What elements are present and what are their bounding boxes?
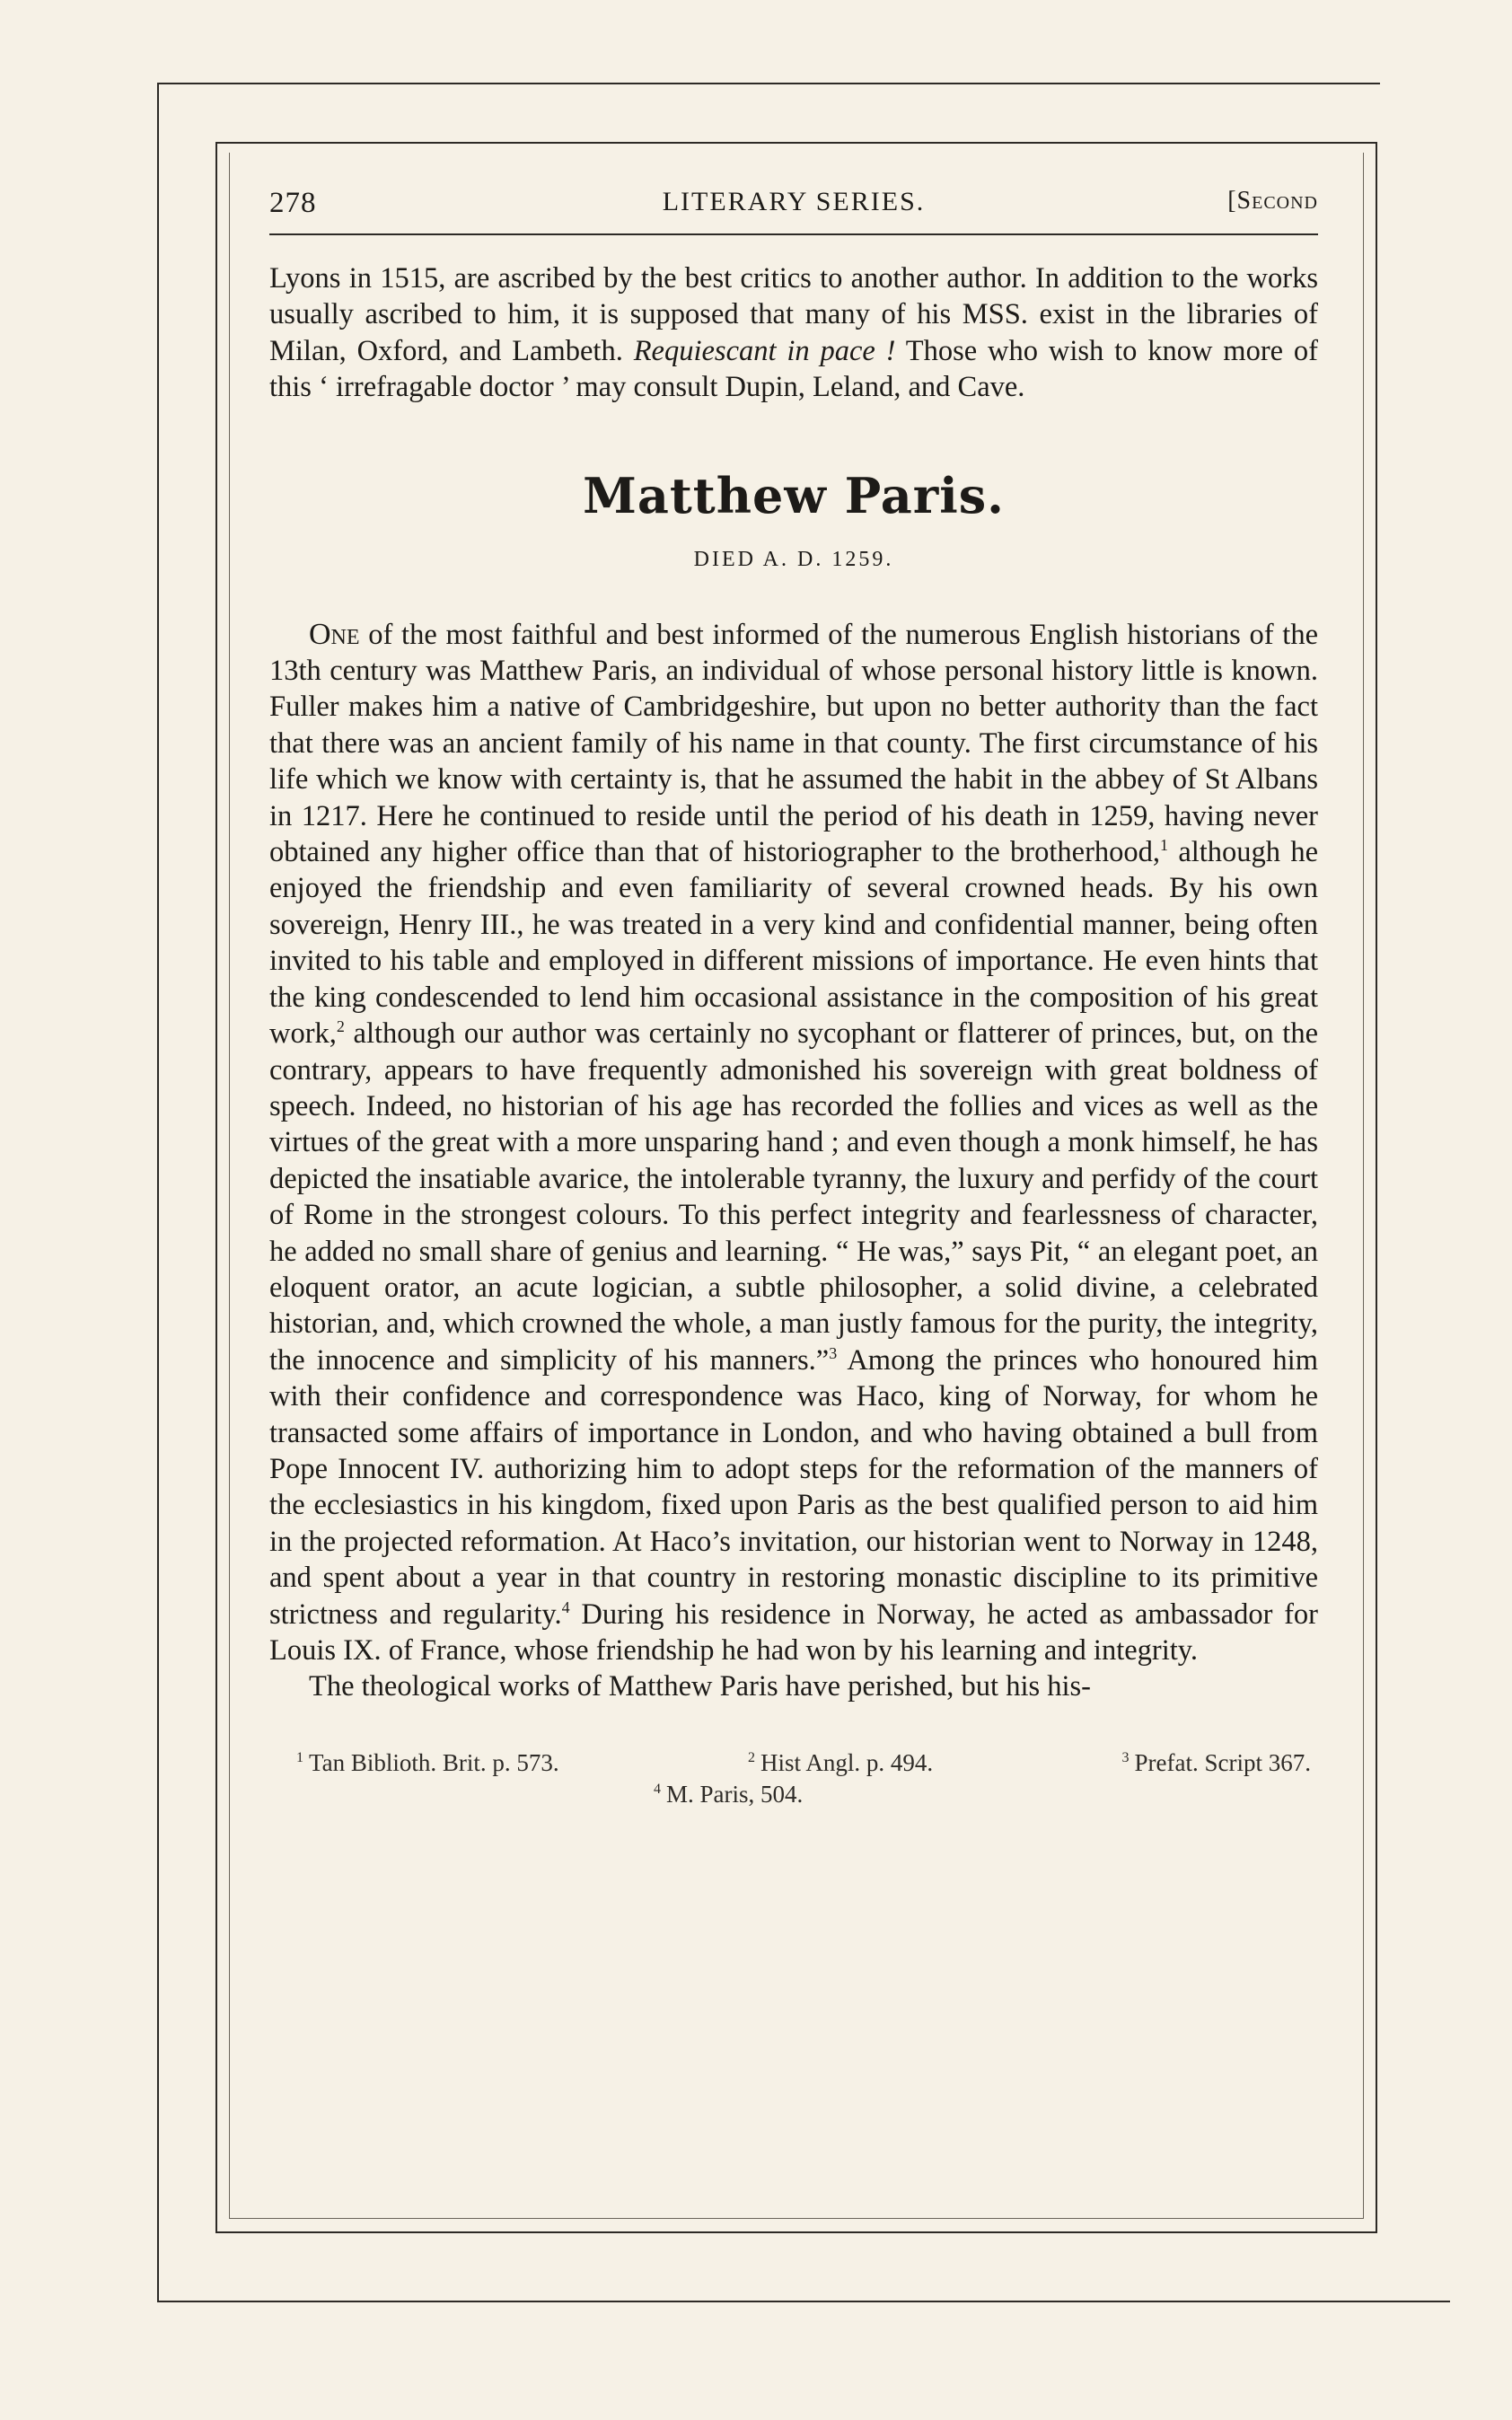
footnote-1: $^1$ Tan Biblioth. Brit. p. 573. (296, 1748, 559, 1776)
running-title: LITERARY SERIES. (662, 187, 926, 216)
main-paragraph (269, 617, 1318, 1669)
section-label: [Second (1227, 187, 1318, 215)
page-number: 278 (269, 187, 317, 219)
lead-word: One (309, 617, 360, 651)
footnote-ref-3[interactable]: 3 (829, 1343, 838, 1362)
intro-paragraph (269, 260, 1318, 406)
footnote-ref-2[interactable]: 2 (336, 1017, 345, 1036)
article-heading: Matthew Paris. (583, 466, 1005, 524)
intro-text-end: Those who wish to know more of this ‘ irrefragable doctor ’ may consult Dupin, Leland, and Cave. (269, 334, 1318, 404)
footnote-3: $^3$ Prefat. Script 367. (1121, 1748, 1311, 1776)
footnote-ref-1[interactable]: 1 (1160, 836, 1169, 855)
footnote-4: $^4$ M. Paris, 504. (654, 1780, 804, 1808)
intro-italic: Requiescant in pace ! (633, 334, 896, 367)
para-text-d: Among the princes who honoured him with their confidence and correspondence was Haco, king of Norway, for whom he transacted some affairs of importance in London, and who having obtained a bull from Pope Innocent IV. authorizing him to adopt steps for the reformation of the manners of the ecclesiastics in his kingdom, fixed upon Paris as the best qualified person to aid him in the projected reformation. At Haco’s invitation, our historian went to Norway in 1248, and spent about a year in that country in restoring monastic discipline to its primitive strictness and regularity. (269, 1343, 1318, 1631)
outer-bottom-rule (157, 2301, 1450, 2302)
para-text-e: During his residence in Norway, he acted as ambassador for Louis IX. of France, whose friendship he had won by his learning and integrity. (269, 1597, 1319, 1667)
footnote-ref-4[interactable]: 4 (561, 1597, 570, 1616)
page-content (269, 180, 1318, 1808)
footnotes (269, 1745, 1318, 1808)
footnote-2: $^2$ Hist Angl. p. 494. (748, 1748, 934, 1776)
para-text-c: although our author was certainly no sycophant or flatterer of princes, but, on the contrary, appears to have frequently admonished his sovereign with great boldness of speech. Indeed, no historian of his age has recorded the follies and vices as well as the virtues of the great with a more unsparing hand ; and even though a monk himself, he has depicted the insatiable avarice, the intolerable tyranny, the luxury and perfidy of the court of Rome in the strongest colours. To this perfect integrity and fearlessness of character, he added no small share of genius and learning. “ He was,” says Pit, “ an elegant poet, an eloquent orator, an acute logician, a subtle philosopher, a solid divine, a celebrated historian, and, which crowned the whole, a man justly famous for the purity, the integrity, the innocence and simplicity of his manners.” (269, 1017, 1319, 1377)
second-paragraph: The theological works of Matthew Paris have perished, but his his- (309, 1670, 1091, 1703)
para-text-b: although he enjoyed the friendship and even familiarity of several crowned heads. By his own sovereign, Henry III., he was treated in a very kind and confidential manner, being often invited to his table and employed in different missions of importance. He even hints that the king condescended to lend him occasional assistance in the composition of his great work, (269, 836, 1319, 1051)
intro-text: Lyons in 1515, are ascribed by the best critics to another author. In addition to the works usually ascribed to him, it is supposed that many of his MSS. exist in the libraries of Milan, Oxford, and Lambeth. (269, 262, 1318, 367)
running-head (269, 180, 1318, 235)
article-subheading: DIED A. D. 1259. (693, 547, 894, 571)
para-text-a: of the most faithful and best informed of the numerous English historians of the 13th century was Matthew Paris, an individual of whose personal history little is known. Fuller makes him a native of Cambridgeshire, but upon no better authority than the fact that there was an ancient family of his name in that county. The first circumstance of his life which we know with certainty is, that he assumed the habit in the abbey of St Albans in 1217. Here he continued to reside until the period of his death in 1259, having never obtained any higher office than that of historiographer to the brotherhood, (269, 618, 1318, 869)
